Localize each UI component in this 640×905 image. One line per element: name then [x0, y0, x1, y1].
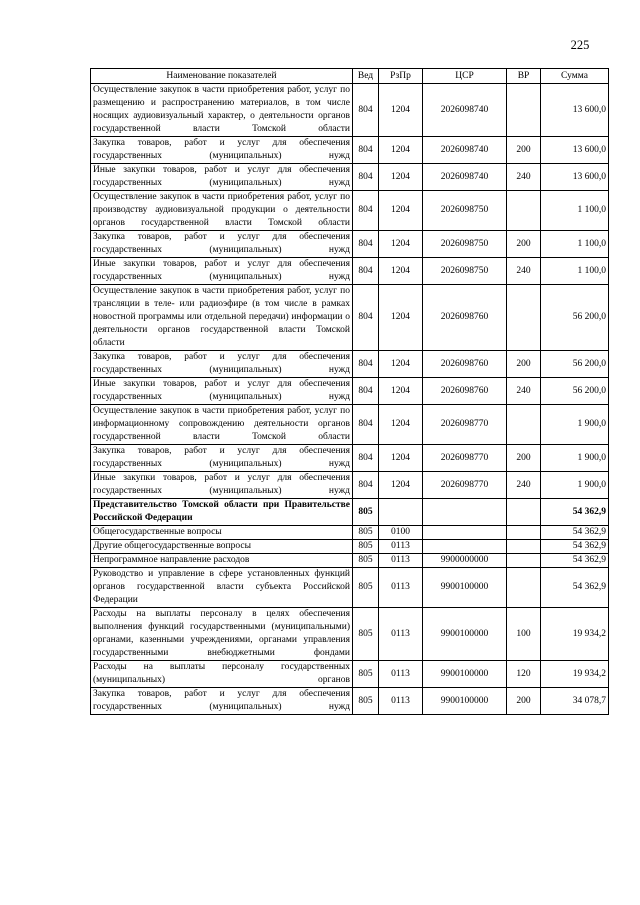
row-csr-cell: 2026098770 — [423, 405, 507, 445]
row-csr-cell — [423, 526, 507, 540]
row-ved-cell: 805 — [353, 540, 379, 554]
row-csr-cell — [423, 499, 507, 526]
row-name-cell: Закупка товаров, работ и услуг для обеспечения государственных (муниципальных) нужд — [91, 445, 353, 472]
row-sum-cell: 19 934,2 — [541, 661, 609, 688]
row-rzpr-cell: 0100 — [379, 526, 423, 540]
row-vr-cell — [507, 285, 541, 351]
row-csr-cell: 2026098760 — [423, 285, 507, 351]
row-rzpr-cell: 1204 — [379, 285, 423, 351]
row-csr-cell: 2026098740 — [423, 84, 507, 137]
row-sum-cell: 54 362,9 — [541, 499, 609, 526]
row-name-cell: Иные закупки товаров, работ и услуг для обеспечения государственных (муниципальных) нужд — [91, 472, 353, 499]
table-row — [91, 191, 609, 231]
row-name-cell: Непрограммное направление расходов — [91, 554, 353, 568]
table-header-row — [91, 69, 609, 84]
row-sum-cell: 1 900,0 — [541, 445, 609, 472]
row-rzpr-cell: 1204 — [379, 351, 423, 378]
table-row — [91, 554, 609, 568]
row-ved-cell: 804 — [353, 472, 379, 499]
row-rzpr-cell: 1204 — [379, 445, 423, 472]
row-vr-cell: 240 — [507, 164, 541, 191]
row-sum-cell: 56 200,0 — [541, 378, 609, 405]
row-rzpr-cell: 1204 — [379, 405, 423, 445]
row-rzpr-cell: 0113 — [379, 688, 423, 715]
row-rzpr-cell: 1204 — [379, 84, 423, 137]
row-vr-cell — [507, 540, 541, 554]
row-rzpr-cell: 1204 — [379, 137, 423, 164]
row-csr-cell: 9900000000 — [423, 554, 507, 568]
table-row — [91, 351, 609, 378]
table-row — [91, 661, 609, 688]
row-sum-cell: 13 600,0 — [541, 84, 609, 137]
row-sum-cell: 19 934,2 — [541, 608, 609, 661]
row-csr-cell: 2026098750 — [423, 258, 507, 285]
row-csr-cell: 2026098750 — [423, 191, 507, 231]
row-name-cell: Представительство Томской области при Правительстве Российской Федерации — [91, 499, 353, 526]
row-ved-cell: 804 — [353, 137, 379, 164]
row-vr-cell: 240 — [507, 378, 541, 405]
row-csr-cell: 2026098770 — [423, 445, 507, 472]
row-name-cell: Иные закупки товаров, работ и услуг для обеспечения государственных (муниципальных) нужд — [91, 378, 353, 405]
table-row — [91, 568, 609, 608]
header-rzpr: РзПр — [379, 69, 423, 84]
row-name-cell: Общегосударственные вопросы — [91, 526, 353, 540]
row-name-cell: Иные закупки товаров, работ и услуг для обеспечения государственных (муниципальных) нужд — [91, 258, 353, 285]
row-csr-cell: 2026098770 — [423, 472, 507, 499]
row-csr-cell: 9900100000 — [423, 608, 507, 661]
table-row — [91, 540, 609, 554]
row-vr-cell: 200 — [507, 137, 541, 164]
row-vr-cell: 200 — [507, 688, 541, 715]
row-name-cell: Осуществление закупок в части приобретения работ, услуг по производству аудиовизуальной продукции о деятельности органов государственной власти Томской области — [91, 191, 353, 231]
row-rzpr-cell: 1204 — [379, 164, 423, 191]
row-vr-cell — [507, 405, 541, 445]
header-ved: Вед — [353, 69, 379, 84]
row-csr-cell: 2026098740 — [423, 137, 507, 164]
row-ved-cell: 805 — [353, 661, 379, 688]
row-sum-cell: 54 362,9 — [541, 526, 609, 540]
table-row — [91, 231, 609, 258]
row-sum-cell: 54 362,9 — [541, 554, 609, 568]
row-rzpr-cell: 0113 — [379, 554, 423, 568]
table-row — [91, 137, 609, 164]
row-sum-cell: 54 362,9 — [541, 568, 609, 608]
row-rzpr-cell: 1204 — [379, 191, 423, 231]
table-row — [91, 445, 609, 472]
row-ved-cell: 805 — [353, 499, 379, 526]
row-vr-cell: 100 — [507, 608, 541, 661]
row-rzpr-cell: 1204 — [379, 378, 423, 405]
budget-table — [90, 68, 609, 715]
row-vr-cell: 120 — [507, 661, 541, 688]
row-sum-cell: 34 078,7 — [541, 688, 609, 715]
row-rzpr-cell: 1204 — [379, 231, 423, 258]
row-vr-cell — [507, 568, 541, 608]
table-row — [91, 526, 609, 540]
table-row — [91, 608, 609, 661]
row-csr-cell: 2026098760 — [423, 351, 507, 378]
row-csr-cell: 9900100000 — [423, 688, 507, 715]
row-name-cell: Закупка товаров, работ и услуг для обеспечения государственных (муниципальных) нужд — [91, 231, 353, 258]
row-csr-cell: 2026098760 — [423, 378, 507, 405]
table-row — [91, 688, 609, 715]
row-csr-cell: 9900100000 — [423, 568, 507, 608]
row-csr-cell: 2026098740 — [423, 164, 507, 191]
row-rzpr-cell: 0113 — [379, 540, 423, 554]
row-sum-cell: 1 900,0 — [541, 472, 609, 499]
row-vr-cell — [507, 554, 541, 568]
row-vr-cell: 200 — [507, 351, 541, 378]
row-ved-cell: 804 — [353, 445, 379, 472]
row-sum-cell: 13 600,0 — [541, 137, 609, 164]
row-rzpr-cell — [379, 499, 423, 526]
table-row — [91, 378, 609, 405]
table-row — [91, 164, 609, 191]
row-name-cell: Осуществление закупок в части приобретения работ, услуг по трансляции в теле- или радиоэфире (в том числе в рамках новостной программы или отдельной передачи) информации о деятельности органов государственной власти Томской области — [91, 285, 353, 351]
table-row — [91, 285, 609, 351]
header-name: Наименование показателей — [91, 69, 353, 84]
row-vr-cell: 240 — [507, 472, 541, 499]
row-name-cell: Расходы на выплаты персоналу государственных (муниципальных) органов — [91, 661, 353, 688]
row-ved-cell: 804 — [353, 191, 379, 231]
row-sum-cell: 56 200,0 — [541, 285, 609, 351]
row-ved-cell: 804 — [353, 378, 379, 405]
row-name-cell: Иные закупки товаров, работ и услуг для обеспечения государственных (муниципальных) нужд — [91, 164, 353, 191]
row-name-cell: Расходы на выплаты персоналу в целях обеспечения выполнения функций государственными (муниципальными) органами, казенными учреждениями, органами управления государственными внебюджетными фондами — [91, 608, 353, 661]
row-sum-cell: 56 200,0 — [541, 351, 609, 378]
row-ved-cell: 804 — [353, 231, 379, 258]
row-name-cell: Руководство и управление в сфере установленных функций органов государственной власти субъекта Российской Федерации — [91, 568, 353, 608]
row-vr-cell — [507, 499, 541, 526]
row-vr-cell — [507, 84, 541, 137]
row-csr-cell: 2026098750 — [423, 231, 507, 258]
row-rzpr-cell: 1204 — [379, 472, 423, 499]
header-csr: ЦСР — [423, 69, 507, 84]
row-csr-cell — [423, 540, 507, 554]
row-vr-cell: 240 — [507, 258, 541, 285]
row-rzpr-cell: 0113 — [379, 608, 423, 661]
row-ved-cell: 804 — [353, 285, 379, 351]
row-name-cell: Другие общегосударственные вопросы — [91, 540, 353, 554]
row-csr-cell: 9900100000 — [423, 661, 507, 688]
row-rzpr-cell: 1204 — [379, 258, 423, 285]
row-ved-cell: 804 — [353, 84, 379, 137]
row-name-cell: Осуществление закупок в части приобретения работ, услуг по размещению и распространению материалов, в том числе носящих аудиовизуальный характер, о деятельности органов государственной власти Томской области — [91, 84, 353, 137]
row-vr-cell: 200 — [507, 445, 541, 472]
row-vr-cell: 200 — [507, 231, 541, 258]
table-row — [91, 84, 609, 137]
row-name-cell: Закупка товаров, работ и услуг для обеспечения государственных (муниципальных) нужд — [91, 351, 353, 378]
row-name-cell: Закупка товаров, работ и услуг для обеспечения государственных (муниципальных) нужд — [91, 688, 353, 715]
header-vr: ВР — [507, 69, 541, 84]
row-ved-cell: 805 — [353, 568, 379, 608]
row-name-cell: Осуществление закупок в части приобретения работ, услуг по информационному сопровождению деятельности органов государственной власти Томской области — [91, 405, 353, 445]
row-ved-cell: 805 — [353, 608, 379, 661]
row-ved-cell: 804 — [353, 258, 379, 285]
header-sum: Сумма — [541, 69, 609, 84]
row-ved-cell: 805 — [353, 526, 379, 540]
row-name-cell: Закупка товаров, работ и услуг для обеспечения государственных (муниципальных) нужд — [91, 137, 353, 164]
row-ved-cell: 804 — [353, 351, 379, 378]
row-sum-cell: 54 362,9 — [541, 540, 609, 554]
row-ved-cell: 804 — [353, 164, 379, 191]
table-row — [91, 258, 609, 285]
row-vr-cell — [507, 191, 541, 231]
row-sum-cell: 1 100,0 — [541, 258, 609, 285]
row-ved-cell: 804 — [353, 405, 379, 445]
table-row — [91, 472, 609, 499]
table-row — [91, 405, 609, 445]
row-sum-cell: 1 100,0 — [541, 231, 609, 258]
row-ved-cell: 805 — [353, 554, 379, 568]
row-rzpr-cell: 0113 — [379, 661, 423, 688]
row-vr-cell — [507, 526, 541, 540]
row-sum-cell: 13 600,0 — [541, 164, 609, 191]
table-row — [91, 499, 609, 526]
row-sum-cell: 1 100,0 — [541, 191, 609, 231]
row-sum-cell: 1 900,0 — [541, 405, 609, 445]
page-number: 225 — [570, 38, 590, 52]
row-ved-cell: 805 — [353, 688, 379, 715]
row-rzpr-cell: 0113 — [379, 568, 423, 608]
